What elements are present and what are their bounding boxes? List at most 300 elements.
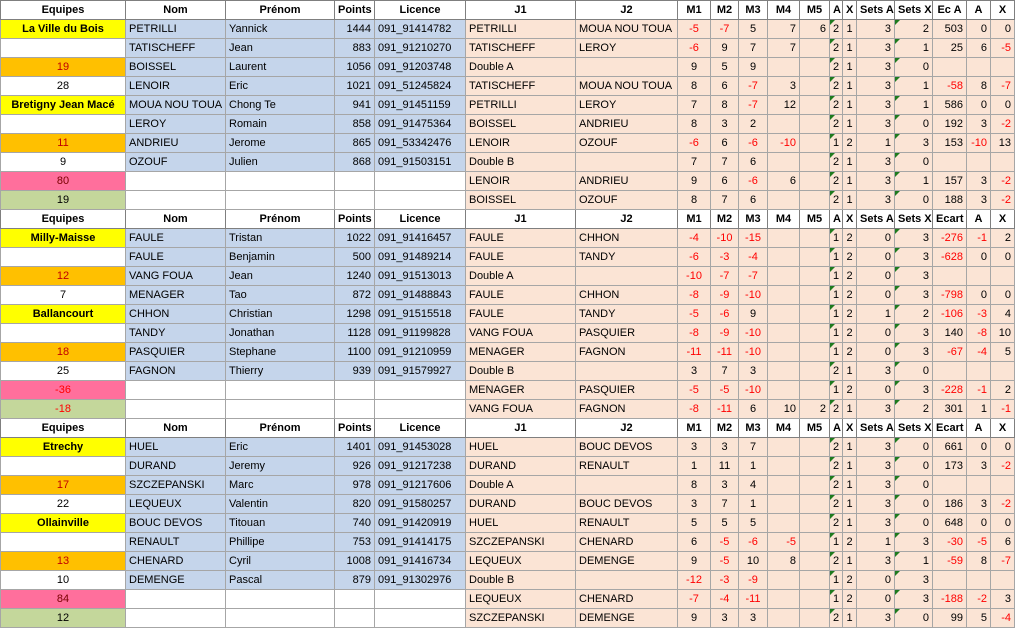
cell-equipes[interactable]: -18 <box>1 400 126 419</box>
cell-ecart[interactable] <box>933 571 967 590</box>
cell-sets-a[interactable]: 3 <box>857 457 895 476</box>
cell-x[interactable]: 1 <box>843 96 857 115</box>
cell-x[interactable]: 2 <box>843 134 857 153</box>
cell-sets-a[interactable]: 0 <box>857 571 895 590</box>
cell-m5[interactable] <box>800 248 830 267</box>
cell-m4[interactable] <box>768 362 800 381</box>
cell-m5[interactable] <box>800 533 830 552</box>
cell-licence[interactable]: 091_91414175 <box>375 533 466 552</box>
cell-prenom[interactable] <box>226 400 335 419</box>
cell-nom[interactable] <box>126 400 226 419</box>
cell-points[interactable]: 941 <box>335 96 375 115</box>
column-header-prenom[interactable]: Prénom <box>226 419 335 438</box>
cell-equipes[interactable]: 11 <box>1 134 126 153</box>
cell-result-a[interactable]: 3 <box>967 457 991 476</box>
cell-m2[interactable]: 3 <box>711 438 739 457</box>
column-header-result-a[interactable]: A <box>967 419 991 438</box>
cell-m2[interactable]: -9 <box>711 286 739 305</box>
cell-result-x[interactable]: 0 <box>991 96 1015 115</box>
cell-x[interactable]: 2 <box>843 305 857 324</box>
column-header-m1[interactable]: M1 <box>678 210 711 229</box>
cell-ecart[interactable]: 661 <box>933 438 967 457</box>
cell-points[interactable] <box>335 172 375 191</box>
cell-m2[interactable]: 7 <box>711 362 739 381</box>
cell-result-x[interactable]: -2 <box>991 495 1015 514</box>
cell-x[interactable]: 2 <box>843 533 857 552</box>
cell-j2[interactable]: LEROY <box>576 39 678 58</box>
cell-m4[interactable]: 6 <box>768 172 800 191</box>
cell-m4[interactable] <box>768 286 800 305</box>
cell-m1[interactable]: -8 <box>678 400 711 419</box>
cell-m3[interactable]: 3 <box>739 609 768 628</box>
cell-sets-a[interactable]: 3 <box>857 609 895 628</box>
cell-x[interactable]: 2 <box>843 343 857 362</box>
cell-ecart[interactable]: 25 <box>933 39 967 58</box>
cell-points[interactable] <box>335 590 375 609</box>
cell-m2[interactable]: -7 <box>711 267 739 286</box>
cell-a[interactable]: 2 <box>830 495 843 514</box>
cell-a[interactable]: 1 <box>830 381 843 400</box>
cell-m1[interactable]: -5 <box>678 381 711 400</box>
cell-sets-x[interactable]: 2 <box>895 305 933 324</box>
cell-a[interactable]: 2 <box>830 172 843 191</box>
cell-licence[interactable]: 091_91210270 <box>375 39 466 58</box>
cell-nom[interactable] <box>126 191 226 210</box>
cell-j1[interactable]: TATISCHEFF <box>466 39 576 58</box>
cell-x[interactable]: 1 <box>843 552 857 571</box>
cell-x[interactable]: 1 <box>843 20 857 39</box>
cell-result-a[interactable]: 0 <box>967 286 991 305</box>
column-header-points[interactable]: Points <box>335 1 375 20</box>
cell-m3[interactable]: 10 <box>739 552 768 571</box>
cell-prenom[interactable]: Jonathan <box>226 324 335 343</box>
cell-j1[interactable]: HUEL <box>466 514 576 533</box>
column-header-result-a[interactable]: A <box>967 210 991 229</box>
cell-sets-a[interactable]: 1 <box>857 134 895 153</box>
cell-m1[interactable]: -6 <box>678 248 711 267</box>
cell-sets-a[interactable]: 0 <box>857 381 895 400</box>
cell-m1[interactable]: 7 <box>678 153 711 172</box>
cell-m2[interactable]: -10 <box>711 229 739 248</box>
cell-sets-x[interactable]: 3 <box>895 533 933 552</box>
cell-j2[interactable]: CHHON <box>576 229 678 248</box>
cell-equipes[interactable]: 28 <box>1 77 126 96</box>
cell-licence[interactable] <box>375 381 466 400</box>
cell-m2[interactable]: -4 <box>711 590 739 609</box>
cell-equipes[interactable]: 13 <box>1 552 126 571</box>
cell-licence[interactable]: 091_91199828 <box>375 324 466 343</box>
cell-m5[interactable] <box>800 343 830 362</box>
cell-prenom[interactable]: Chong Te <box>226 96 335 115</box>
cell-m4[interactable] <box>768 381 800 400</box>
cell-result-a[interactable] <box>967 153 991 172</box>
cell-ecart[interactable] <box>933 267 967 286</box>
cell-sets-x[interactable]: 1 <box>895 552 933 571</box>
cell-sets-x[interactable]: 0 <box>895 495 933 514</box>
cell-points[interactable]: 939 <box>335 362 375 381</box>
cell-j1[interactable]: VANG FOUA <box>466 324 576 343</box>
cell-ecart[interactable]: 186 <box>933 495 967 514</box>
cell-m5[interactable] <box>800 514 830 533</box>
cell-result-x[interactable]: 3 <box>991 590 1015 609</box>
cell-j2[interactable]: MOUA NOU TOUA <box>576 20 678 39</box>
cell-points[interactable]: 865 <box>335 134 375 153</box>
column-header-result-x[interactable]: X <box>991 419 1015 438</box>
column-header-a[interactable]: A <box>830 1 843 20</box>
cell-x[interactable]: 1 <box>843 609 857 628</box>
cell-result-a[interactable] <box>967 58 991 77</box>
cell-sets-x[interactable]: 1 <box>895 39 933 58</box>
cell-m4[interactable] <box>768 248 800 267</box>
cell-m3[interactable]: -6 <box>739 533 768 552</box>
cell-a[interactable]: 1 <box>830 590 843 609</box>
cell-x[interactable]: 2 <box>843 324 857 343</box>
cell-m3[interactable]: 7 <box>739 438 768 457</box>
cell-ecart[interactable]: 153 <box>933 134 967 153</box>
column-header-m5[interactable]: M5 <box>800 1 830 20</box>
cell-m1[interactable]: 5 <box>678 514 711 533</box>
cell-result-a[interactable]: 3 <box>967 172 991 191</box>
cell-m3[interactable]: 2 <box>739 115 768 134</box>
cell-result-x[interactable]: -7 <box>991 552 1015 571</box>
cell-prenom[interactable]: Jerome <box>226 134 335 153</box>
cell-m2[interactable]: 9 <box>711 39 739 58</box>
cell-j2[interactable]: PASQUIER <box>576 324 678 343</box>
cell-licence[interactable]: 091_91580257 <box>375 495 466 514</box>
cell-equipes[interactable] <box>1 39 126 58</box>
cell-m5[interactable]: 6 <box>800 20 830 39</box>
cell-j2[interactable] <box>576 571 678 590</box>
cell-j1[interactable]: BOISSEL <box>466 191 576 210</box>
cell-m3[interactable]: -4 <box>739 248 768 267</box>
cell-ecart[interactable]: 188 <box>933 191 967 210</box>
cell-points[interactable] <box>335 191 375 210</box>
cell-result-x[interactable]: 10 <box>991 324 1015 343</box>
cell-result-x[interactable]: 0 <box>991 248 1015 267</box>
cell-sets-a[interactable]: 0 <box>857 286 895 305</box>
cell-result-a[interactable]: -2 <box>967 590 991 609</box>
cell-j1[interactable]: Double A <box>466 476 576 495</box>
cell-licence[interactable]: 091_91488843 <box>375 286 466 305</box>
cell-m1[interactable]: -8 <box>678 324 711 343</box>
cell-prenom[interactable]: Christian <box>226 305 335 324</box>
cell-ecart[interactable]: 648 <box>933 514 967 533</box>
cell-nom[interactable] <box>126 172 226 191</box>
cell-x[interactable]: 1 <box>843 39 857 58</box>
cell-licence[interactable]: 091_91210959 <box>375 343 466 362</box>
column-header-m4[interactable]: M4 <box>768 1 800 20</box>
cell-licence[interactable] <box>375 172 466 191</box>
cell-points[interactable]: 1401 <box>335 438 375 457</box>
cell-x[interactable]: 2 <box>843 267 857 286</box>
cell-j2[interactable]: DEMENGE <box>576 552 678 571</box>
cell-result-a[interactable] <box>967 362 991 381</box>
cell-x[interactable]: 2 <box>843 286 857 305</box>
column-header-nom[interactable]: Nom <box>126 210 226 229</box>
column-header-sets-a[interactable]: Sets A <box>857 1 895 20</box>
cell-m2[interactable]: 8 <box>711 96 739 115</box>
cell-m3[interactable]: 6 <box>739 191 768 210</box>
cell-m5[interactable] <box>800 552 830 571</box>
column-header-sets-a[interactable]: Sets A <box>857 419 895 438</box>
cell-sets-x[interactable]: 0 <box>895 58 933 77</box>
column-header-points[interactable]: Points <box>335 210 375 229</box>
cell-licence[interactable]: 091_91451159 <box>375 96 466 115</box>
cell-m2[interactable]: -3 <box>711 248 739 267</box>
cell-result-a[interactable]: 3 <box>967 115 991 134</box>
cell-j2[interactable]: LEROY <box>576 96 678 115</box>
cell-ecart[interactable]: -67 <box>933 343 967 362</box>
cell-a[interactable]: 2 <box>830 58 843 77</box>
cell-m3[interactable]: 9 <box>739 305 768 324</box>
cell-result-a[interactable]: -8 <box>967 324 991 343</box>
cell-prenom[interactable] <box>226 590 335 609</box>
cell-result-x[interactable]: 4 <box>991 305 1015 324</box>
cell-x[interactable]: 1 <box>843 115 857 134</box>
cell-j2[interactable] <box>576 267 678 286</box>
cell-points[interactable]: 879 <box>335 571 375 590</box>
cell-m4[interactable] <box>768 343 800 362</box>
cell-j1[interactable]: TATISCHEFF <box>466 77 576 96</box>
cell-m4[interactable] <box>768 571 800 590</box>
cell-result-x[interactable] <box>991 153 1015 172</box>
cell-prenom[interactable] <box>226 381 335 400</box>
column-header-nom[interactable]: Nom <box>126 419 226 438</box>
cell-m4[interactable] <box>768 229 800 248</box>
cell-m1[interactable]: 8 <box>678 115 711 134</box>
cell-m2[interactable]: 6 <box>711 134 739 153</box>
cell-x[interactable]: 1 <box>843 362 857 381</box>
cell-licence[interactable]: 091_91217606 <box>375 476 466 495</box>
column-header-result-a[interactable]: A <box>967 1 991 20</box>
cell-sets-x[interactable]: 0 <box>895 115 933 134</box>
cell-sets-x[interactable]: 3 <box>895 324 933 343</box>
cell-licence[interactable]: 091_91414782 <box>375 20 466 39</box>
cell-licence[interactable]: 091_91416457 <box>375 229 466 248</box>
cell-sets-x[interactable]: 3 <box>895 267 933 286</box>
cell-points[interactable]: 1008 <box>335 552 375 571</box>
cell-m1[interactable]: -5 <box>678 20 711 39</box>
cell-m3[interactable]: 4 <box>739 476 768 495</box>
cell-points[interactable]: 1298 <box>335 305 375 324</box>
cell-equipes[interactable] <box>1 115 126 134</box>
column-header-m4[interactable]: M4 <box>768 210 800 229</box>
cell-x[interactable]: 1 <box>843 153 857 172</box>
cell-m2[interactable]: -11 <box>711 343 739 362</box>
cell-j2[interactable]: TANDY <box>576 248 678 267</box>
cell-m3[interactable]: 3 <box>739 362 768 381</box>
cell-result-a[interactable] <box>967 267 991 286</box>
cell-m5[interactable] <box>800 153 830 172</box>
cell-j1[interactable]: FAULE <box>466 229 576 248</box>
cell-j2[interactable]: FAGNON <box>576 400 678 419</box>
cell-m2[interactable]: 7 <box>711 153 739 172</box>
cell-m4[interactable]: 3 <box>768 77 800 96</box>
cell-result-a[interactable]: 5 <box>967 609 991 628</box>
cell-result-x[interactable]: -1 <box>991 400 1015 419</box>
cell-ecart[interactable]: -58 <box>933 77 967 96</box>
cell-a[interactable]: 1 <box>830 286 843 305</box>
cell-j2[interactable] <box>576 476 678 495</box>
cell-m4[interactable] <box>768 58 800 77</box>
cell-m5[interactable] <box>800 191 830 210</box>
cell-licence[interactable] <box>375 590 466 609</box>
cell-sets-x[interactable]: 2 <box>895 400 933 419</box>
cell-a[interactable]: 2 <box>830 476 843 495</box>
column-header-m1[interactable]: M1 <box>678 1 711 20</box>
cell-j2[interactable]: ANDRIEU <box>576 115 678 134</box>
cell-nom[interactable]: OZOUF <box>126 153 226 172</box>
cell-m2[interactable]: -9 <box>711 324 739 343</box>
cell-nom[interactable] <box>126 590 226 609</box>
cell-sets-a[interactable]: 3 <box>857 115 895 134</box>
cell-equipes[interactable]: 12 <box>1 609 126 628</box>
cell-result-a[interactable]: -1 <box>967 229 991 248</box>
cell-m1[interactable]: -6 <box>678 134 711 153</box>
cell-equipes[interactable]: 17 <box>1 476 126 495</box>
cell-nom[interactable]: FAULE <box>126 229 226 248</box>
column-header-prenom[interactable]: Prénom <box>226 1 335 20</box>
cell-result-x[interactable] <box>991 58 1015 77</box>
cell-m1[interactable]: 1 <box>678 457 711 476</box>
cell-x[interactable]: 1 <box>843 476 857 495</box>
cell-m1[interactable]: -10 <box>678 267 711 286</box>
column-header-result-x[interactable]: X <box>991 1 1015 20</box>
column-header-j1[interactable]: J1 <box>466 1 576 20</box>
cell-points[interactable]: 1444 <box>335 20 375 39</box>
cell-nom[interactable]: FAGNON <box>126 362 226 381</box>
cell-licence[interactable]: 091_91503151 <box>375 153 466 172</box>
cell-m5[interactable] <box>800 590 830 609</box>
cell-m3[interactable]: 5 <box>739 20 768 39</box>
cell-sets-x[interactable]: 0 <box>895 362 933 381</box>
cell-m4[interactable] <box>768 514 800 533</box>
cell-nom[interactable]: MENAGER <box>126 286 226 305</box>
cell-a[interactable]: 1 <box>830 324 843 343</box>
cell-licence[interactable]: 091_91416734 <box>375 552 466 571</box>
cell-m2[interactable]: 3 <box>711 476 739 495</box>
cell-a[interactable]: 2 <box>830 400 843 419</box>
cell-m2[interactable]: -5 <box>711 552 739 571</box>
cell-points[interactable]: 858 <box>335 115 375 134</box>
cell-ecart[interactable]: -628 <box>933 248 967 267</box>
cell-j1[interactable]: DURAND <box>466 457 576 476</box>
cell-licence[interactable]: 091_91513013 <box>375 267 466 286</box>
cell-prenom[interactable]: Eric <box>226 77 335 96</box>
cell-sets-a[interactable]: 0 <box>857 343 895 362</box>
cell-ecart[interactable]: -276 <box>933 229 967 248</box>
cell-equipes[interactable]: 25 <box>1 362 126 381</box>
cell-ecart[interactable] <box>933 153 967 172</box>
cell-sets-a[interactable]: 3 <box>857 20 895 39</box>
cell-m5[interactable] <box>800 305 830 324</box>
cell-sets-x[interactable]: 0 <box>895 514 933 533</box>
cell-m2[interactable]: 7 <box>711 191 739 210</box>
cell-m1[interactable]: -12 <box>678 571 711 590</box>
cell-m2[interactable]: -7 <box>711 20 739 39</box>
cell-j2[interactable]: FAGNON <box>576 343 678 362</box>
cell-ecart[interactable]: -798 <box>933 286 967 305</box>
cell-m4[interactable] <box>768 324 800 343</box>
cell-sets-a[interactable]: 3 <box>857 77 895 96</box>
cell-result-x[interactable]: 0 <box>991 438 1015 457</box>
cell-prenom[interactable]: Jeremy <box>226 457 335 476</box>
cell-points[interactable]: 1022 <box>335 229 375 248</box>
cell-sets-a[interactable]: 3 <box>857 552 895 571</box>
column-header-ecart[interactable]: Ecart <box>933 210 967 229</box>
cell-sets-x[interactable]: 0 <box>895 476 933 495</box>
cell-nom[interactable]: CHHON <box>126 305 226 324</box>
cell-prenom[interactable]: Thierry <box>226 362 335 381</box>
cell-x[interactable]: 1 <box>843 457 857 476</box>
cell-x[interactable]: 1 <box>843 58 857 77</box>
cell-equipes[interactable]: La Ville du Bois <box>1 20 126 39</box>
cell-ecart[interactable] <box>933 476 967 495</box>
cell-a[interactable]: 2 <box>830 191 843 210</box>
cell-ecart[interactable]: 173 <box>933 457 967 476</box>
cell-result-x[interactable]: -2 <box>991 172 1015 191</box>
cell-points[interactable]: 753 <box>335 533 375 552</box>
cell-m5[interactable]: 2 <box>800 400 830 419</box>
cell-result-a[interactable]: -3 <box>967 305 991 324</box>
cell-m1[interactable]: 9 <box>678 609 711 628</box>
cell-result-a[interactable]: -5 <box>967 533 991 552</box>
cell-points[interactable]: 500 <box>335 248 375 267</box>
cell-a[interactable]: 1 <box>830 134 843 153</box>
cell-result-x[interactable] <box>991 267 1015 286</box>
cell-result-a[interactable]: 1 <box>967 400 991 419</box>
cell-nom[interactable]: TANDY <box>126 324 226 343</box>
cell-m1[interactable]: -6 <box>678 39 711 58</box>
cell-m2[interactable]: -6 <box>711 305 739 324</box>
cell-m1[interactable]: 8 <box>678 476 711 495</box>
cell-result-a[interactable]: 0 <box>967 20 991 39</box>
cell-ecart[interactable]: -228 <box>933 381 967 400</box>
cell-sets-a[interactable]: 0 <box>857 324 895 343</box>
cell-sets-a[interactable]: 3 <box>857 96 895 115</box>
cell-equipes[interactable]: Ballancourt <box>1 305 126 324</box>
cell-ecart[interactable]: -188 <box>933 590 967 609</box>
cell-nom[interactable] <box>126 381 226 400</box>
cell-prenom[interactable]: Jean <box>226 267 335 286</box>
column-header-m3[interactable]: M3 <box>739 210 768 229</box>
cell-licence[interactable] <box>375 191 466 210</box>
cell-j2[interactable]: CHHON <box>576 286 678 305</box>
cell-equipes[interactable]: 84 <box>1 590 126 609</box>
cell-result-a[interactable]: 3 <box>967 495 991 514</box>
cell-sets-a[interactable]: 3 <box>857 400 895 419</box>
cell-m1[interactable]: 9 <box>678 58 711 77</box>
cell-ecart[interactable]: -30 <box>933 533 967 552</box>
cell-sets-x[interactable]: 3 <box>895 286 933 305</box>
cell-j1[interactable]: FAULE <box>466 305 576 324</box>
cell-sets-x[interactable]: 1 <box>895 96 933 115</box>
cell-m1[interactable]: -7 <box>678 590 711 609</box>
cell-j1[interactable]: LENOIR <box>466 134 576 153</box>
cell-ecart[interactable]: 503 <box>933 20 967 39</box>
cell-result-x[interactable] <box>991 362 1015 381</box>
cell-nom[interactable]: BOUC DEVOS <box>126 514 226 533</box>
cell-m4[interactable]: 10 <box>768 400 800 419</box>
cell-sets-x[interactable]: 3 <box>895 229 933 248</box>
cell-a[interactable]: 2 <box>830 115 843 134</box>
cell-x[interactable]: 2 <box>843 590 857 609</box>
cell-m3[interactable]: -7 <box>739 267 768 286</box>
cell-m4[interactable]: 8 <box>768 552 800 571</box>
cell-prenom[interactable]: Jean <box>226 39 335 58</box>
cell-m4[interactable] <box>768 153 800 172</box>
cell-sets-x[interactable]: 3 <box>895 248 933 267</box>
